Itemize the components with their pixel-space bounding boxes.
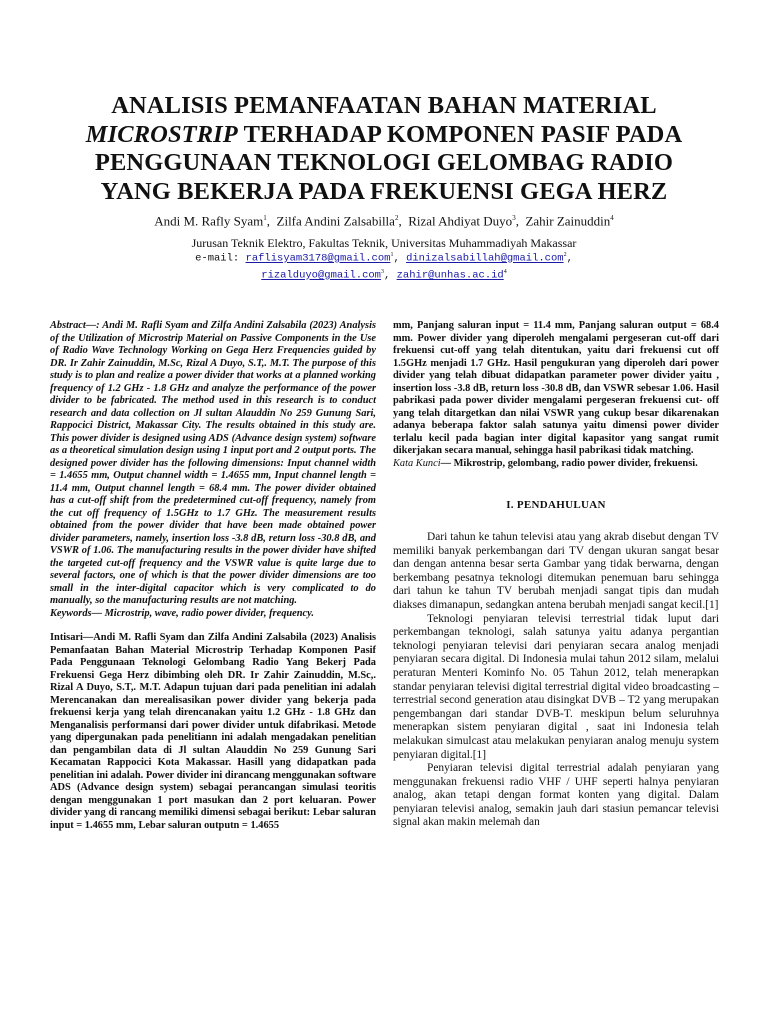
title-line-2-rest: TERHADAP KOMPONEN PASIF PADA	[237, 120, 683, 148]
title-line-2	[40, 121, 728, 150]
title-line-3: PENGGUNAAN TEKNOLOGI GELOMBAG RADIO	[94, 149, 674, 176]
author-name: Zahir Zainuddin	[525, 213, 611, 229]
keywords-english	[50, 608, 376, 621]
author-affil-mark: 1	[263, 214, 267, 222]
body-paragraph: Dari tahun ke tahun televisi atau yang akrab disebut dengan TV memiliki banyak perkembangan dari TV dengan ukuran sangat besar dan dengan antenna besar serta Gambar yang tidak berwarna, dengan berkembang pesatnya teknologi ditemukan penemuan baru sehingga dari tahun ke tahun TV berubah menjadi sangat tipis dan mudah diakses dimanapun, sedangkan antena berubah menjadi sangat kecil.[1]	[393, 531, 719, 611]
email-line-1: e-mail: raflisyam3178@gmail.com$^1$, dinizalsabillah@gmail.com$^2$,	[195, 252, 573, 265]
email-list	[40, 249, 728, 283]
body-paragraph: Penyiaran televisi digital terrestrial adalah penyiaran yang menggunakan frekuensi radio VHF / UHF seperti halnya penyiaran analog, akan tetapi dengan format konten yang digital. Dalam penyiaran televisi analog, semakin jauh dari stasiun pemancar televisi signal akan makin melemah dan	[393, 762, 719, 829]
title-italic-word: MICROSTRIP	[85, 120, 238, 148]
email-link-2[interactable]: dinizalsabillah@gmail.com	[406, 252, 564, 265]
paper-title	[40, 92, 728, 206]
right-column	[393, 320, 719, 830]
kata-kunci-label: Kata Kunci	[393, 457, 441, 469]
abstract-indonesian-continued: mm, Panjang saluran input = 11.4 mm, Panjang saluran output = 68.4 mm. Power divider yang diperoleh mengalami pergeseran cut-off dari frekuensi cut-off yang telah ditentukan, yaitu dari frekuensi cut off 1.5GHz menjadi 1.7 GHz. Hasil pengukuran yang diperoleh dari power divider yang telah dibuat didapatkan parameter power divider yaitu , insertion loss -3.8 dB, return loss -30.8 dB, dan VSWR sebesar 1.06. Hasil pabrikasi pada power divider mengalami pergeseran frekuensi cut- off yang telah ditargetkan dan nilai VSWR yang cukup besar dikarenakan adanya beberapa faktor salah satunya yaitu dimensi power divider terlalu kecil pada bagian inter digital kapasitor yang sangat rumit dikerjakan secara manual, sehingga hasil pabrikasi tidak matching.	[393, 320, 719, 456]
author-name: Andi M. Rafly Syam	[154, 213, 264, 229]
email-prefix: e-mail:	[195, 252, 246, 265]
section-heading-introduction: I. PENDAHULUAN	[506, 499, 606, 511]
email-link-4[interactable]: zahir@unhas.ac.id	[396, 269, 504, 282]
abstract-indonesian: Intisari—Andi M. Rafli Syam dan Zilfa Andini Zalsabila (2023) Analisis Pemanfaatan Bahan Material Microstrip Terhadap Komponen Pasif Pada Penggunaan Teknologi Gelombang Radio Yang Bekerj Pada Frekuensi Gega Herz dibimbing oleh DR. Ir Zahir Zainuddin, M.Sc,. Rizal A Duyo, S.T,. M.T. Adapun tujuan dari pada penelitian ini adalah Merencanakan dan merealisasikan power divider yang bekerja pada frekuensi kerja yang telah direncanakan yaitu 1.2 GHz - 1.8 GHz dan Menganalisis performansi dari power divider untuk difabrikasi. Metode yang dipergunakan pada penelitiann ini adalah mengadakan penelitian dan pengambilan data di Jl sultan Alauddin No 259 Gunung Sari Kecamatan Rappocici Kota Makassar. Hasill yang didapatkan pada penelitian ini adalah. Power divider ini dirancang menggunakan software ADS (Advance design system) sebagai perancangan simulasi teoritis dengan menggunakan 1 port masukan dan 2 port keluaran. Power divider yang di rancang memiliki dimensi sebagai berikut: Lebar saluran input = 1.4655 mm, Lebar saluran outputn = 1.4655	[50, 632, 376, 831]
author-affil-mark: 3	[512, 214, 516, 222]
abstract-english: Abstract—: Andi M. Rafli Syam and Zilfa Andini Zalsabila (2023) Analysis of the Utilization of Microstrip Material on Passive Components in the Use of Radio Wave Technology Working on Gega Herz Frequencies guided by DR. Ir Zahir Zainuddin, M.Sc, Rizal A Duyo, S.T,. M.T. The purpose of this study is to plan and realize a power divider that works at a planned working frequency of 1.2 GHz - 1.8 GHz and analyze the performance of the power divider to be fabricated. The method used in this research is to conduct research and data collection on Jl sultan Alauddin No 259 Gunung Sari, Rappocici District, Makassar City. The results obtained in this study are. This power divider is designed using ADS (Advance design system) software as a theoretical simulation design using 1 input port and 2 output ports. The designed power divider has the following dimensions: Input channel width = 1.4655 mm, Output channel width = 1.4655 mm, Input channel length = 11.4 mm, Output channel length = 68.4 mm. The power divider obtained has a cut-off shift from the predetermined cut-off frequency, namely from the cut off frequency of 1.5GHz to 1.7 GHz. The measurement results obtained from the power divider that have been made obtained power divider parameters, namely, insertion loss -3.8 dB, return loss -30.8 dB, and VSWR of 1.06. The manufacturing results in the power divider have shifted the targeted cut-off frequency and the VSWR value is quite large due to several factors, one of which is that the power divider dimensions are too small in the inter-digital capacitor which is very complicated to do manually, so the manufacturing results are not matching.	[50, 320, 376, 606]
title-line-4: YANG BEKERJA PADA FREKUENSI GEGA HERZ	[100, 177, 668, 205]
author-name: Rizal Ahdiyat Duyo	[408, 213, 513, 229]
left-column	[50, 320, 376, 832]
email-mark: 3	[381, 269, 384, 275]
keywords-indonesian	[393, 458, 719, 471]
author-affil-mark: 2	[394, 214, 399, 222]
body-paragraph: Teknologi penyiaran televisi terrestrial tidak luput dari perkembangan teknologi, salah satunya yaitu adanya pergantian teknologi penyiaran televisi dari penyiaran secara analog menjadi penyiaran secara digital. Di Indonesia mulai tahun 2012 silam, melalui peraturan Menteri Kominfo No. 05 Tahun 2012, telah menerapkan standar penyiaran televisi digital terrestrial digital video broadcasting – terrestrial second generation atau disingkat DVB – T2 yang merupakan pengembangan dari standar DVB-T. meskipun belum seluruhnya menerapkan sistem penyiaran digital , saat ini Indonesia telah melakukan simulcast atau melakukan penyiaran analog menuju system penyiaran digital.[1]	[393, 612, 719, 761]
email-link-3[interactable]: rizalduyo@gmail.com	[261, 269, 381, 282]
keywords-text: Microstrip, wave, radio power divider, frequency.	[101, 607, 314, 619]
keywords-label: Keywords—	[50, 607, 102, 619]
author-affil-mark: 4	[610, 214, 614, 222]
kata-kunci-text: — Mikrostrip, gelombang, radio power divider, frekuensi.	[440, 457, 698, 469]
author-list: Andi M. Rafly Syam$^1$, Zilfa Andini Zalsabilla$^2$, Rizal Ahdiyat Duyo$^3$, Zahir Zainuddin$^4$	[154, 213, 614, 229]
author-name: Zilfa Andini Zalsabilla	[276, 213, 395, 229]
title-line-1: ANALISIS PEMANFAATAN BAHAN MATERIAL	[111, 92, 657, 119]
email-link-1[interactable]: raflisyam3178@gmail.com	[245, 252, 391, 265]
email-mark: 4	[503, 269, 507, 275]
email-mark: 2	[563, 252, 567, 258]
email-line-2: rizalduyo@gmail.com$^3$, $zahir@unhas.ac.id^4$	[261, 269, 507, 282]
affiliation: Jurusan Teknik Elektro, Fakultas Teknik, Universitas Muhammadiyah Makassar	[191, 236, 577, 250]
email-mark: 1	[390, 252, 394, 258]
